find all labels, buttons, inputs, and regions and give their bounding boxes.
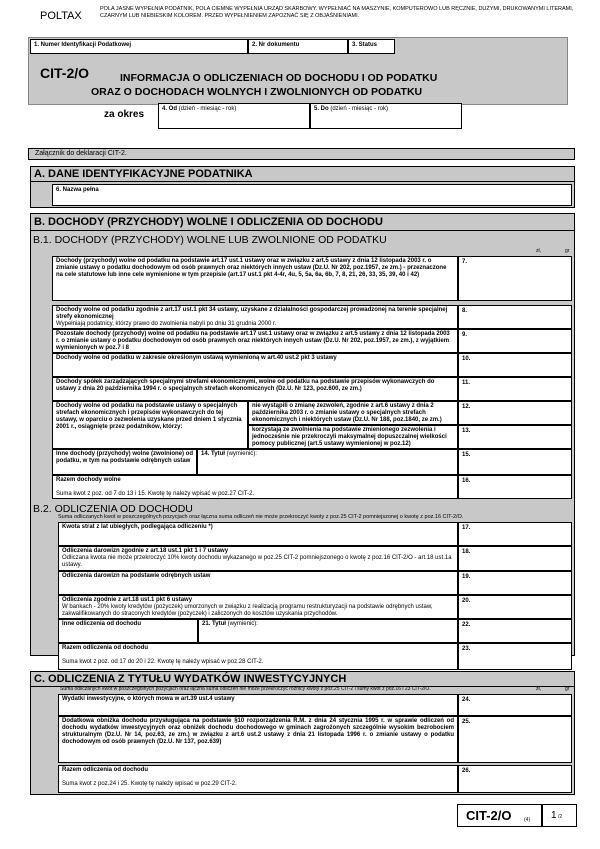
row-11-desc: Dochody spółek zarządzających specjalnymi strefami ekonomicznymi, wolne od podatku na podstawie przepisów wykonawczych do ustawy z dnia 20 października 1994 r. o specjalnych strefach ekonomicznych (Dz.U. Nr 123, poz.600, ze zm.) xyxy=(52,377,458,401)
row-13-desc: korzystają ze zwolnienia na podstawie zmienionego zezwolenia i jednocześnie nie przekroczyli maksymalnej dopuszczalnej wielkości pomocy publicznej (art.5 ustawy wymienionej w poz.12) xyxy=(248,425,458,449)
form-title-line2: ORAZ O DOCHODACH WOLNYCH I ZWOLNIONYCH OD PODATKU xyxy=(91,86,423,98)
field-20[interactable]: 20. xyxy=(458,595,572,619)
field-26[interactable]: 26. xyxy=(458,765,572,793)
period-to-field[interactable]: 5. Do (dzień - miesiąc - rok) xyxy=(310,103,462,129)
section-b-header: B. DOCHODY (PRZYCHODY) WOLNE I ODLICZENIA OD DOCHODU xyxy=(30,213,575,231)
section-c-header: C. ODLICZENIA Z TYTUŁU WYDATKÓW INWESTYCYJNYCH xyxy=(30,671,575,687)
field-21-title[interactable]: 21. Tytuł (wymienić): xyxy=(198,619,458,643)
row-24-desc: Wydatki inwestycyjne, o których mowa w art.39 ust.4 ustawy xyxy=(58,694,458,716)
field-25[interactable]: 25. xyxy=(458,716,572,763)
row-20-desc: Odliczenia zgodnie z art.18 ust.1 pkt 6 ustawy W bankach - 20% kwoty kredytów (pożyczek) umorzonych w związku z realizacją programu restrukturyzacji na podstawie odrębnych ustaw, zakwalifikowanych do straconych kredytów (pożyczek) i zaliczonych do kosztów uzyskania przychodów. xyxy=(58,595,458,619)
section-c-desc: Suma odliczanych kwot w poszczególnych pozycjach oraz łączna suma odliczeń nie może przekroczyć różnicy kwoty z poz.25 CIT-2 i sumy kwot z poz.16 i 23 CIT-2/O. xyxy=(60,686,431,692)
field-14-title[interactable]: 14. Tytuł (wymienić): xyxy=(197,449,458,475)
row-19-desc: Odliczenia darowizn na podstawie odrębnych ustaw xyxy=(58,571,458,595)
row-8-desc: Dochody wolne od podatku zgodnie z art.17 ust.1 pkt 34 ustawy, uzyskane z działalności gospodarczej prowadzonej na terenie specjalnej strefy ekonomicznej Wypełniają podatnicy, którzy prawo do zwolnienia nabyli po dniu 31 grudnia 2000 r. xyxy=(52,305,458,329)
row-23-desc: Razem odliczenia od dochodu Suma kwot z poz. od 17 do 20 i 22. Kwotę tę należy wpisać w poz.28 CIT-2. xyxy=(58,643,458,670)
row-14-left: Inne dochody (przychody) wolne (zwolnione) od podatku, w tym na podstawie odrębnych ustaw xyxy=(52,449,197,475)
row-21-left: Inne odliczenia od dochodu xyxy=(58,619,198,643)
field-16[interactable]: 16. xyxy=(458,475,572,499)
gr-label-b: gr xyxy=(565,248,570,254)
field-23[interactable]: 23. xyxy=(458,643,572,670)
zl-label-c: zł, xyxy=(536,686,541,692)
field-9[interactable]: 9. xyxy=(458,329,572,353)
period-label: za okres xyxy=(104,109,145,120)
row-12-13-left: Dochody wolne od podatku na podstawie ustawy o specjalnych strefach ekonomicznych i przepisów wykonawczych do tej ustawy, w oparciu o zezwolenia uzyskane przed dniem 1 stycznia 2001 r., osiągnięte przez podatników, którzy: xyxy=(52,401,248,449)
row-16-desc: Razem dochody wolne Suma kwot z poz. od 7 do 13 i 15. Kwotę tę należy wpisać w poz.27 CIT-2. xyxy=(52,475,458,499)
period-from-field[interactable]: 4. Od (dzień - miesiąc - rok) xyxy=(158,103,310,129)
row-7-desc: Dochody (przychody) wolne od podatku na podstawie art.17 ust.1 ustawy oraz w związku z art.5 ustawy z dnia 12 listopada 2003 r. o zmianie ustawy o podatku dochodowym od osób prawnych oraz niektórych innych ustaw (Dz.U. Nr 202, poz.1957, ze zm.) - przeznaczone na cele statutowe lub inne cele wymienione w tym przepisie (art.17 ust.1 pkt 4-4r, 4u, 5, 5a, 6a, 6b, 7, 8, 21, 26, 33, 35, 39, 40 i 42) xyxy=(52,256,458,301)
section-b1-title: B.1. DOCHODY (PRZYCHODY) WOLNE LUB ZWOLNIONE OD PODATKU xyxy=(33,234,387,246)
field-13[interactable]: 13. xyxy=(458,425,572,449)
section-a-header: A. DANE IDENTYFIKACYJNE PODATNIKA xyxy=(30,166,575,182)
full-name-field[interactable]: 6. Nazwa pełna xyxy=(52,184,572,206)
zl-label-b: zł, xyxy=(536,248,541,254)
section-b2-desc: Suma odliczanych kwot w poszczególnych pozycjach oraz łączna suma odliczeń nie może przekroczyć kwoty z poz.25 CIT-2 pomniejszonej o kwotę z poz.16 CIT-2/O. xyxy=(58,514,464,520)
footer-page-box: 1 /2 xyxy=(542,804,577,827)
field-10[interactable]: 10. xyxy=(458,353,572,377)
form-title-line1: INFORMACJA O ODLICZENIACH OD DOCHODU I OD PODATKU xyxy=(120,72,438,84)
row-17-desc: Kwota strat z lat ubiegłych, podlegająca odliczeniu *) xyxy=(58,522,458,546)
row-18-desc: Odliczenia darowizn zgodnie z art.18 ust.1 pkt 1 i 7 ustawy Odliczana kwota nie może przekroczyć 10% kwoty dochodu wykazanego w poz.25 CIT-2 pomniejszonego o kwotę z poz.16 CIT-2/O - art.18 ust.1a ustawy. xyxy=(58,546,458,571)
row-9-desc: Pozostałe dochody (przychody) wolne od podatku na podstawie art.17 ust.1 ustawy oraz w związku z art.5 ustawy z dnia 12 listopada 2003 r. o zmianie ustawy o podatku dochodowym od osób prawnych oraz niektórych innych ustaw (Dz.U. Nr 202, poz.1957, ze zm.), z wyjątkiem wymienionych w poz.7 i 8 xyxy=(52,329,458,353)
field-18[interactable]: 18. xyxy=(458,546,572,571)
field-22[interactable]: 22. xyxy=(458,619,572,643)
field-11[interactable]: 11. xyxy=(458,377,572,401)
row-25-desc: Dodatkowa obniżka dochodu przysługująca na podstawie §10 rozporządzenia R.M. z dnia 24 stycznia 1995 r. w sprawie odliczeń od dochodu wydatków inwestycyjnych oraz obniżek dochodu dochodowego w gminach zagrożonych szczególnie wysokim bezrobociem strukturalnym (Dz.U. Nr 14, poz.63, ze zm.) w związku z art.6 ust.2 ustawy z dnia 21 listopada 1996 r. o zmianie ustawy o podatku dochodowym od osób prawnych (Dz.U. Nr 137, poz.639) xyxy=(58,716,458,763)
field-12[interactable]: 12. xyxy=(458,401,572,425)
form-code: CIT-2/O xyxy=(40,65,90,81)
field-15[interactable]: 15. xyxy=(458,449,572,475)
nip-field[interactable]: 1. Numer Identyfikacji Podatkowej xyxy=(30,39,248,54)
row-26-desc: Razem odliczenia od dochodu Suma kwot z poz.24 i 25. Kwotę tę należy wpisać w poz.29 CIT-2. xyxy=(58,765,458,793)
document-number-field[interactable]: 2. Nr dokumentu xyxy=(248,39,348,54)
form-instructions: POLA JASNE WYPEŁNIA PODATNIK, POLA CIEMNE WYPEŁNIA URZĄD SKARBOWY. WYPEŁNIAĆ NA MASZYNIE, KOMPUTEROWO LUB RĘCZNIE, DUŻYMI, DRUKOWANYMI LITERAMI, CZARNYM LUB NIEBIESKIM KOLOREM. PRZED WYPEŁNIENIEM ZAPOZNAĆ SIĘ Z OBJAŚNIENIAMI. xyxy=(100,6,574,19)
field-7[interactable]: 7. xyxy=(458,256,572,301)
row-12-desc: nie wystąpili o zmianę zezwoleń, zgodnie z art.6 ustawy z dnia 2 października 2003 r. o zmianie ustawy o specjalnych strefach ekonomicznych i niektórych ustaw (Dz.U. Nr 188, poz.1840, ze zm.) xyxy=(248,401,458,425)
gr-label-c: gr xyxy=(565,686,570,692)
field-8[interactable]: 8. xyxy=(458,305,572,329)
row-10-desc: Dochody wolne od podatku w zakresie określonym ustawą wymienioną w art.40 ust.2 pkt 3 ustawy xyxy=(52,353,458,377)
field-19[interactable]: 19. xyxy=(458,571,572,595)
attachment-note: Załącznik do deklaracji CIT-2. xyxy=(35,150,127,157)
footer-code-box: CIT-2/O (4) xyxy=(457,804,542,827)
field-17[interactable]: 17. xyxy=(458,522,572,546)
section-b2-title: B.2. ODLICZENIA OD DOCHODU xyxy=(33,503,193,515)
poltax-label: POLTAX xyxy=(40,10,82,22)
field-24[interactable]: 24. xyxy=(458,694,572,716)
status-field[interactable]: 3. Status xyxy=(348,39,395,54)
